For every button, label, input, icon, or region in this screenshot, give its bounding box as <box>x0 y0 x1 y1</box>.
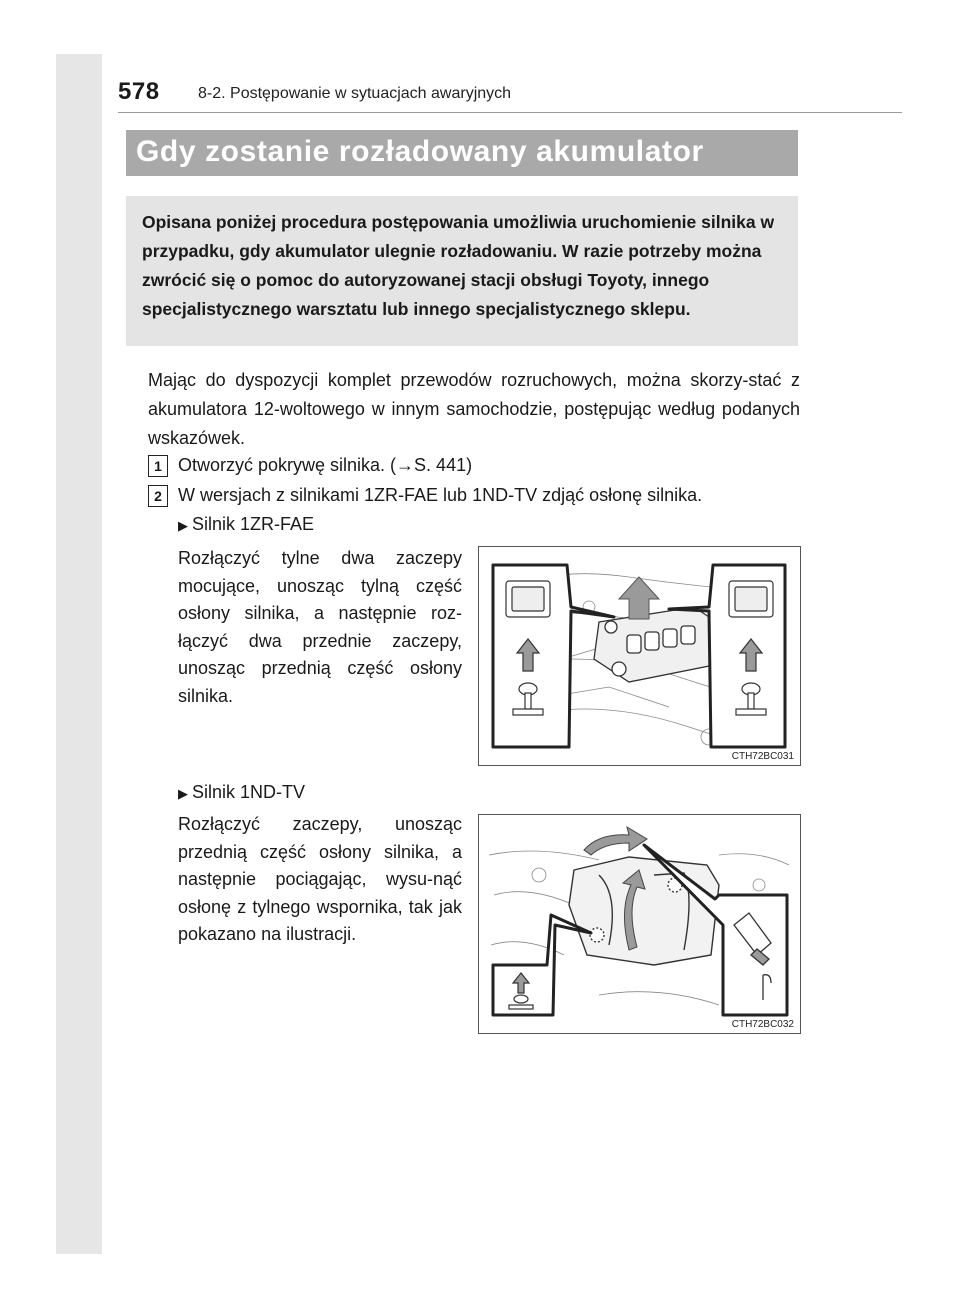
figure-code: CTH72BC032 <box>731 1019 794 1030</box>
variant-text-1zr: Rozłączyć tylne dwa zaczepy mocujące, unosząc tylną część osłony silnika, a następnie roz-łączyć dwa przednie zaczepy, unosząc przednią część osłony silnika. <box>178 548 462 706</box>
engine-cover-diagram <box>479 815 800 1033</box>
variant-text-1nd: Rozłączyć zaczepy, unosząc przednią część osłony silnika, a następnie pociągając, wysu-nąć osłonę z tylnego wspornika, tak jak pokazano na ilustracji. <box>178 814 462 944</box>
variant-heading-1nd <box>178 779 305 807</box>
step-number: 2 <box>148 485 168 507</box>
step-text: W wersjach z silnikami 1ZR-FAE lub 1ND-TV zdjąć osłonę silnika. <box>178 485 703 505</box>
section-title: 8-2. Postępowanie w sytuacjach awaryjnych <box>198 85 512 102</box>
page-header <box>118 78 908 112</box>
page-number: 578 <box>118 78 160 105</box>
triangle-bullet-icon: ▶ <box>178 518 188 533</box>
variant-heading-1zr <box>178 511 314 539</box>
engine-illustration-1nd <box>478 814 801 1034</box>
variant-label: Silnik 1ND-TV <box>192 782 306 802</box>
figure-code: CTH72BC031 <box>731 751 794 762</box>
variant-label: Silnik 1ZR-FAE <box>192 514 315 534</box>
page-title: Gdy zostanie rozładowany akumulator <box>136 135 704 168</box>
triangle-bullet-icon: ▶ <box>178 786 188 801</box>
body-text: Mając do dyspozycji komplet przewodów rozruchowych, można skorzy-stać z akumulatora 12-woltowego w innym samochodzie, postępując według podanych wskazówek. <box>148 370 800 448</box>
intro-box <box>126 196 798 346</box>
step-1 <box>148 452 472 478</box>
title-bar <box>126 130 798 176</box>
intro-text: Opisana poniżej procedura postępowania umożliwia uruchomienie silnika w przypadku, gdy akumulator ulegnie rozładowaniu. W razie potrzeby można zwrócić się o pomoc do autoryzowanej stacji obsługi Toyoty, innego specjalistycznego warsztatu lub innego specjalistycznego sklepu. <box>142 212 775 319</box>
engine-illustration-1zr <box>478 546 801 766</box>
header-rule <box>118 112 902 113</box>
step-2 <box>148 482 702 508</box>
step-number: 1 <box>148 455 168 477</box>
engine-cover-diagram <box>479 547 800 765</box>
step-text: Otworzyć pokrywę silnika. (→S. 441) <box>178 455 473 475</box>
side-strip <box>56 54 102 1254</box>
